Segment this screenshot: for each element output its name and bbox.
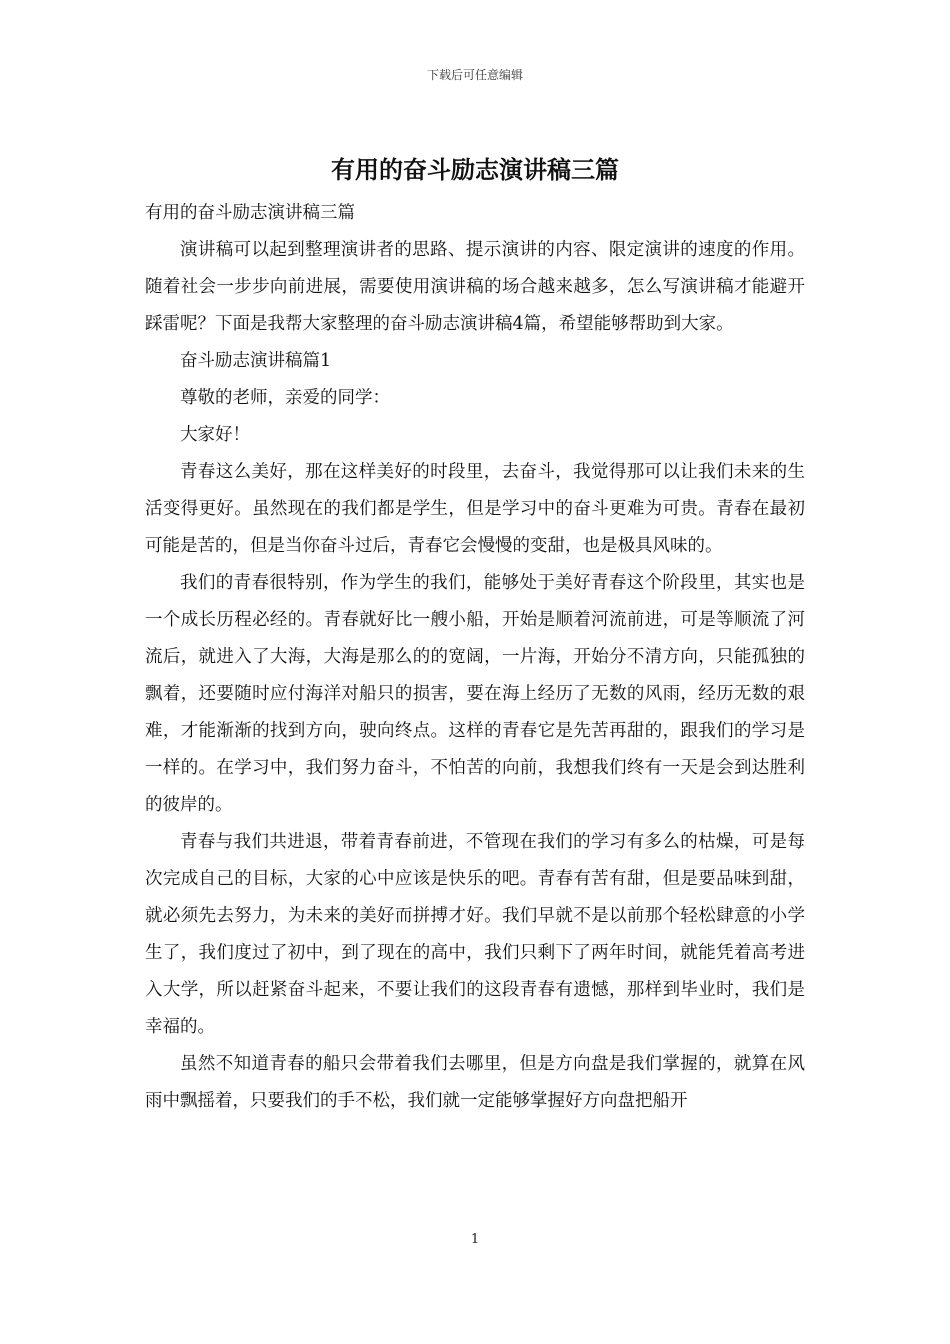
body-paragraph: 青春这么美好，那在这样美好的时段里，去奋斗，我觉得那可以让我们未来的生活变得更好。虽然现在的我们都是学生，但是学习中的奋斗更难为可贵。青春在最初可能是苦的，但是当你奋斗过后，青春它会慢慢的变甜，也是极具风味的。 <box>145 462 805 556</box>
body-paragraph: 青春与我们共进退，带着青春前进，不管现在我们的学习有多么的枯燥，可是每次完成自己的目标，大家的心中应该是快乐的吧。青春有苦有甜，但是要品味到甜，就必须先去努力，为未来的美好而拼搏才好。我们早就不是以前那个轻松肆意的小学生了，我们度过了初中，到了现在的高中，我们只剩下了两年时间，就能凭着高考进入大学，所以赶紧奋斗起来，不要让我们的这段青春有遗憾，那样到毕业时，我们是幸福的。 <box>145 832 805 1037</box>
document-body <box>145 195 805 1120</box>
subtitle-paragraph: 有用的奋斗励志演讲稿三篇 <box>145 203 355 223</box>
document-title: 有用的奋斗励志演讲稿三篇 <box>331 155 619 184</box>
body-paragraph: 虽然不知道青春的船只会带着我们去哪里，但是方向盘是我们掌握的，就算在风雨中飘摇着，只要我们的手不松，我们就一定能够掌握好方向盘把船开 <box>145 1054 805 1111</box>
page-number: 1 <box>470 1232 480 1247</box>
greeting-paragraph: 大家好！ <box>180 425 250 445</box>
section-heading: 奋斗励志演讲稿篇1 <box>180 351 332 371</box>
salutation-paragraph: 尊敬的老师，亲爱的同学： <box>180 388 390 408</box>
body-paragraph: 我们的青春很特别，作为学生的我们，能够处于美好青春这个阶段里，其实也是一个成长历程必经的。青春就好比一艘小船，开始是顺着河流前进，可是等顺流了河流后，就进入了大海，大海是那么的的宽阔，一片海，开始分不清方向，只能孤独的飘着，还要随时应付海洋对船只的损害，要在海上经历了无数的风雨，经历无数的艰难，才能渐渐的找到方向，驶向终点。这样的青春它是先苦再甜的，跟我们的学习是一样的。在学习中，我们努力奋斗，不怕苦的向前，我想我们终有一天是会到达胜利的彼岸的。 <box>145 573 805 815</box>
intro-paragraph: 演讲稿可以起到整理演讲者的思路、提示演讲的内容、限定演讲的速度的作用。随着社会一步步向前进展，需要使用演讲稿的场合越来越多，怎么写演讲稿才能避开踩雷呢？下面是我帮大家整理的奋斗励志演讲稿4篇，希望能够帮助到大家。 <box>145 240 805 334</box>
header-note: 下载后可任意编辑 <box>426 68 523 82</box>
